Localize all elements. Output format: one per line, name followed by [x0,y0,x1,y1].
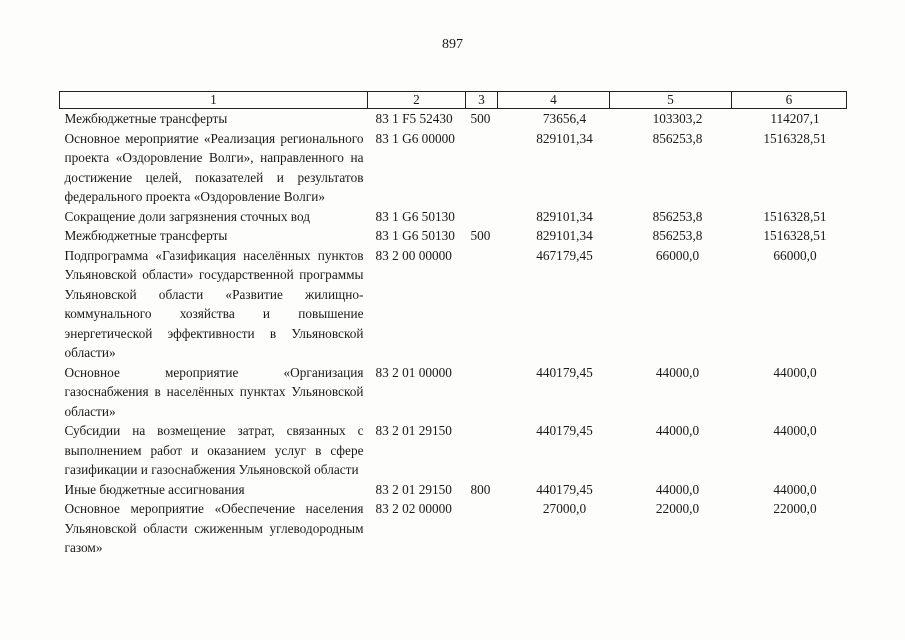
row-code: 83 2 01 29150 [375,481,452,497]
row-value-year1: 829101,34 [536,228,593,243]
table-row [60,421,847,480]
row-expense-type [466,363,498,422]
row-value-year2: 103303,2 [652,111,703,126]
row-value-year2: 856253,8 [652,228,703,243]
row-value-year2: 856253,8 [652,130,703,146]
row-value-year1: 467179,45 [536,247,593,263]
row-expense-type [466,246,498,363]
row-name: Основное мероприятие «Обеспечение населения Ульяновской области сжиженным углеводородным газом» [64,501,364,555]
row-value-year3: 1516328,51 [763,208,827,224]
row-value-year1: 829101,34 [536,208,593,224]
row-value-year2: 44000,0 [655,364,700,380]
row-value-year2: 44000,0 [655,481,700,497]
table-row [60,226,847,246]
row-expense-type [466,207,498,227]
table-row [60,363,847,422]
row-value-year1: 440179,45 [536,364,593,380]
row-name: Иные бюджетные ассигнования [64,481,245,497]
row-value-year3: 114207,1 [770,111,820,126]
table-row [60,109,847,129]
table-header [60,92,847,109]
table-body [60,109,847,558]
header-cell-2: 2 [368,92,466,109]
table-row [60,499,847,558]
row-value-year2: 856253,8 [652,208,703,224]
table-row [60,129,847,207]
header-cell-1: 1 [60,92,368,109]
row-name: Основное мероприятие «Организация газоснабжения в населённых пунктах Ульяновской области» [64,364,364,419]
row-code: 83 1 G6 00000 [375,130,455,146]
row-expense-type: 500 [470,228,491,243]
row-value-year1: 27000,0 [542,501,587,516]
row-value-year3: 44000,0 [773,364,817,380]
row-code: 83 2 00 00000 [375,247,452,263]
row-expense-type: 500 [470,111,491,126]
header-cell-5: 5 [610,92,732,109]
row-name: Сокращение доли загрязнения сточных вод [64,208,311,224]
row-expense-type [466,129,498,207]
row-name: Подпрограмма «Газификация населённых пунктов Ульяновской области» государственной программы Ульяновской области «Развитие жилищно-коммунального хозяйства и повышение энергетической эффективности в Ульяновской области» [64,247,364,360]
row-code: 83 2 02 00000 [375,501,452,516]
row-value-year3: 1516328,51 [763,130,827,146]
row-code: 83 1 G6 50130 [375,208,455,224]
budget-table [59,91,847,558]
table-row [60,246,847,363]
header-cell-6: 6 [732,92,847,109]
row-name: Субсидии на возмещение затрат, связанных с выполнением работ и оказанием услуг в сфере газификации и газоснабжения Ульяновской области [64,423,364,477]
row-value-year3: 1516328,51 [763,228,827,243]
row-expense-type [466,499,498,558]
row-value-year3: 44000,0 [773,481,817,497]
row-value-year3: 66000,0 [773,247,817,263]
row-value-year1: 829101,34 [536,130,593,146]
row-expense-type: 800 [470,481,491,497]
row-code: 83 1 G6 50130 [375,228,455,243]
row-name: Основное мероприятие «Реализация регионального проекта «Оздоровление Волги», направленного на достижение целей, показателей и результатов федерального проекта «Оздоровление Волги» [64,130,364,204]
row-value-year1: 440179,45 [536,423,593,438]
header-row [60,92,847,109]
row-value-year2: 66000,0 [655,247,700,263]
table-row [60,480,847,500]
row-value-year1: 73656,4 [542,111,587,126]
page-number: 897 [442,37,463,52]
row-code: 83 2 01 00000 [375,364,452,380]
row-name: Межбюджетные трансферты [64,228,228,243]
table-row [60,207,847,227]
row-value-year3: 44000,0 [773,423,817,438]
row-value-year3: 22000,0 [773,501,817,516]
row-expense-type [466,421,498,480]
row-value-year2: 22000,0 [655,501,700,516]
header-cell-3: 3 [466,92,498,109]
header-cell-4: 4 [498,92,610,109]
row-value-year2: 44000,0 [655,423,700,438]
row-code: 83 2 01 29150 [375,423,452,438]
row-code: 83 1 F5 52430 [375,111,453,126]
row-value-year1: 440179,45 [536,481,593,497]
row-name: Межбюджетные трансферты [64,111,228,126]
